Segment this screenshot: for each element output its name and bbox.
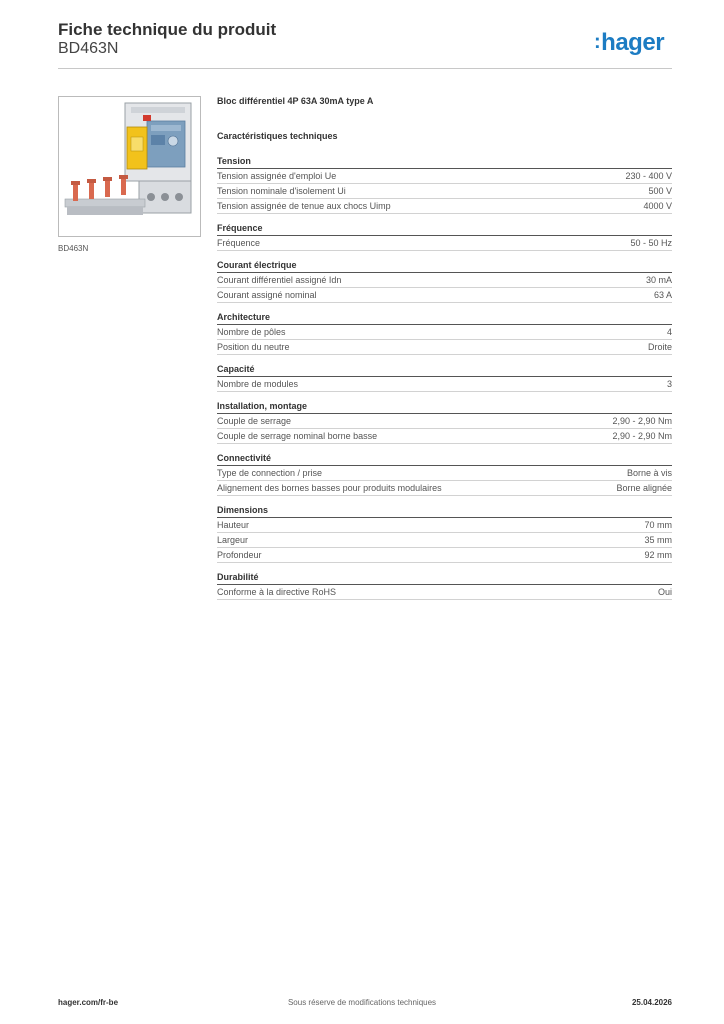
logo-text: hager — [601, 29, 665, 56]
spec-value: 4 — [666, 327, 672, 337]
spec-value: 70 mm — [644, 520, 672, 530]
spec-row — [217, 340, 672, 355]
spec-value: 4000 V — [643, 201, 672, 211]
spec-section — [217, 259, 672, 303]
section-title: Tension — [217, 155, 672, 169]
spec-label: Nombre de modules — [217, 379, 299, 389]
section-title: Courant électrique — [217, 259, 672, 273]
spec-row — [217, 325, 672, 340]
spec-label: Couple de serrage nominal borne basse — [217, 431, 378, 441]
spec-label: Couple de serrage — [217, 416, 292, 426]
section-title: Durabilité — [217, 571, 672, 585]
spec-section — [217, 571, 672, 600]
spec-section — [217, 363, 672, 392]
spec-label: Type de connection / prise — [217, 468, 323, 478]
spec-label: Courant différentiel assigné Idn — [217, 275, 342, 285]
section-title: Architecture — [217, 311, 672, 325]
spec-label: Nombre de pôles — [217, 327, 286, 337]
spec-label: Profondeur — [217, 550, 262, 560]
section-title: Fréquence — [217, 222, 672, 236]
spec-label: Courant assigné nominal — [217, 290, 317, 300]
spec-value: 230 - 400 V — [625, 171, 672, 181]
spec-label: Hauteur — [217, 520, 250, 530]
spec-row — [217, 429, 672, 444]
image-caption: BD463N — [58, 244, 89, 253]
spec-value: Borne alignée — [616, 483, 672, 493]
spec-row — [217, 481, 672, 496]
spec-label: Tension assignée d'emploi Ue — [217, 171, 337, 181]
product-description: Bloc différentiel 4P 63A 30mA type A — [217, 96, 374, 106]
spec-section — [217, 311, 672, 355]
spec-value: Droite — [647, 342, 672, 352]
spec-value: 500 V — [648, 186, 672, 196]
spec-value: 30 mA — [645, 275, 672, 285]
section-title: Capacité — [217, 363, 672, 377]
spec-value: 3 — [666, 379, 672, 389]
spec-value: 63 A — [653, 290, 672, 300]
footer-disclaimer: Sous réserve de modifications techniques — [287, 998, 437, 1007]
spec-row — [217, 466, 672, 481]
spec-section — [217, 400, 672, 444]
spec-row — [217, 377, 672, 392]
spec-row — [217, 414, 672, 429]
spec-row — [217, 273, 672, 288]
spec-section — [217, 222, 672, 251]
spec-section — [217, 452, 672, 496]
spec-value: Oui — [657, 587, 672, 597]
spec-row — [217, 199, 672, 214]
specs-heading: Caractéristiques techniques — [217, 131, 338, 141]
hager-logo — [594, 30, 664, 55]
product-image — [58, 96, 201, 237]
spec-row — [217, 533, 672, 548]
specs-sections — [217, 155, 672, 608]
spec-row — [217, 548, 672, 563]
spec-label: Position du neutre — [217, 342, 290, 352]
section-title: Dimensions — [217, 504, 672, 518]
spec-label: Tension nominale d'isolement Ui — [217, 186, 346, 196]
footer-website: hager.com/fr-be — [58, 998, 119, 1007]
spec-label: Fréquence — [217, 238, 261, 248]
page-title: Fiche technique du produit — [58, 20, 277, 39]
section-title: Connectivité — [217, 452, 672, 466]
spec-value: 35 mm — [644, 535, 672, 545]
header-divider — [58, 68, 672, 69]
rcd-block-illustration — [59, 97, 200, 236]
spec-row — [217, 184, 672, 199]
spec-value: 50 - 50 Hz — [630, 238, 672, 248]
spec-row — [217, 585, 672, 600]
spec-value: Borne à vis — [626, 468, 672, 478]
logo-dots-icon: : — [594, 31, 601, 53]
spec-row — [217, 518, 672, 533]
product-reference: BD463N — [58, 40, 119, 57]
spec-label: Largeur — [217, 535, 249, 545]
spec-value: 2,90 - 2,90 Nm — [612, 416, 672, 426]
spec-section — [217, 504, 672, 563]
spec-row — [217, 236, 672, 251]
spec-row — [217, 169, 672, 184]
spec-label: Conforme à la directive RoHS — [217, 587, 337, 597]
spec-section — [217, 155, 672, 214]
spec-row — [217, 288, 672, 303]
spec-value: 92 mm — [644, 550, 672, 560]
spec-label: Alignement des bornes basses pour produits modulaires — [217, 483, 442, 493]
section-title: Installation, montage — [217, 400, 672, 414]
spec-label: Tension assignée de tenue aux chocs Uimp — [217, 201, 391, 211]
footer-date: 25.04.2026 — [631, 998, 672, 1007]
spec-value: 2,90 - 2,90 Nm — [612, 431, 672, 441]
